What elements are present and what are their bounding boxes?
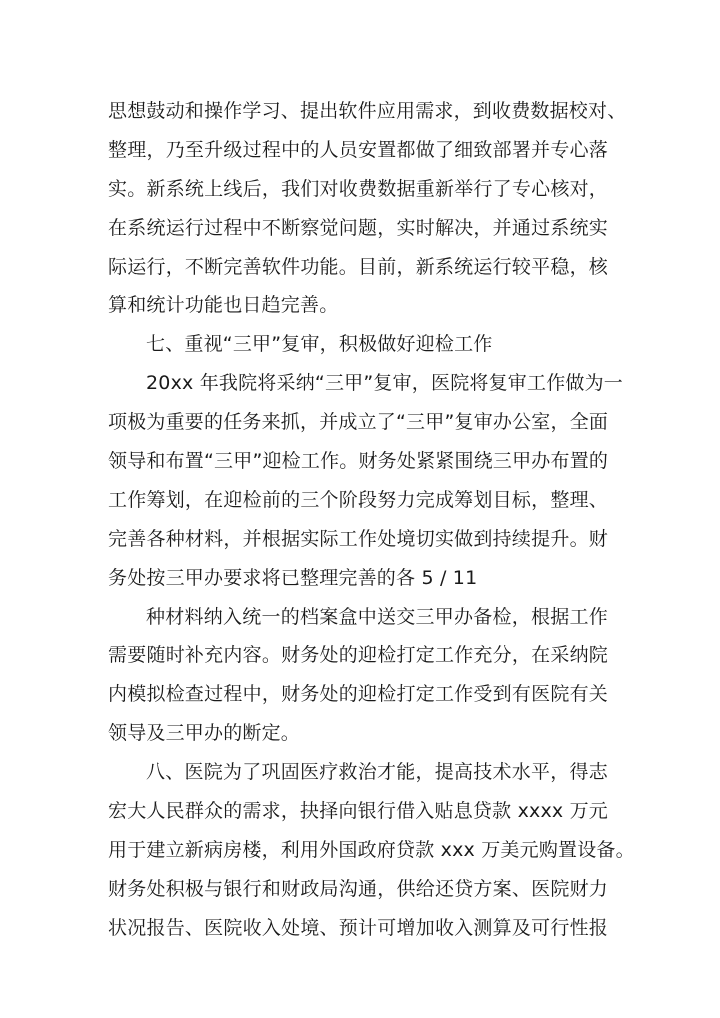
text-line: 内模拟检查过程中，财务处的迎检打定工作受到有医院有关: [108, 683, 608, 706]
text-line: 整理，乃至升级过程中的人员安置都做了细致部署并专心落: [108, 138, 608, 161]
text-line: 领导及三甲办的断定。: [108, 722, 301, 745]
text-line: 种材料纳入统一的档案盒中送交三甲办备检，根据工作: [146, 605, 608, 628]
text-line: 算和统计功能也日趋完善。: [108, 294, 339, 317]
text-line: 财务处积极与银行和财政局沟通，供给还贷方案、医院财力: [108, 877, 608, 900]
text-line: 20xx 年我院将采纳“三甲”复审，医院将复审工作做为一: [146, 372, 623, 395]
text-line: 领导和布置“三甲”迎检工作。财务处紧紧围绕三甲办布置的: [108, 450, 609, 473]
text-line: 项极为重要的任务来抓，并成立了“三甲”复审办公室，全面: [108, 411, 609, 434]
text-line: 际运行，不断完善软件功能。目前，新系统运行较平稳，核: [108, 255, 608, 278]
text-line: 状况报告、医院收入处境、预计可增加收入测算及可行性报: [108, 916, 608, 939]
text-line-with-page-number: 务处按三甲办要求将已整理完善的各 5 / 11: [108, 566, 478, 589]
text-line: 工作筹划，在迎检前的三个阶段努力完成筹划目标，整理、: [108, 488, 608, 511]
document-body: [108, 92, 635, 948]
text-line: 在系统运行过程中不断察觉问题，实时解决，并通过系统实: [108, 216, 608, 239]
section-heading: 七、重视“三甲”复审，积极做好迎检工作: [146, 333, 493, 356]
text-line: 完善各种材料，并根据实际工作处境切实做到持续提升。财: [108, 527, 608, 550]
text-line: 思想鼓动和操作学习、提出软件应用需求，到收费数据校对、: [108, 100, 627, 122]
text-line: 需要随时补充内容。财务处的迎检打定工作充分，在采纳院: [108, 644, 608, 667]
text-line: 用于建立新病房楼，利用外国政府贷款 xxx 万美元购置设备。: [108, 838, 635, 861]
section-heading: 八、医院为了巩固医疗救治才能，提高技术水平，得志: [146, 761, 608, 784]
text-line: 宏大人民群众的需求，抉择向银行借入贴息贷款 xxxx 万元: [108, 800, 608, 823]
text-line: 实。新系统上线后，我们对收费数据重新举行了专心核对，: [108, 177, 608, 200]
